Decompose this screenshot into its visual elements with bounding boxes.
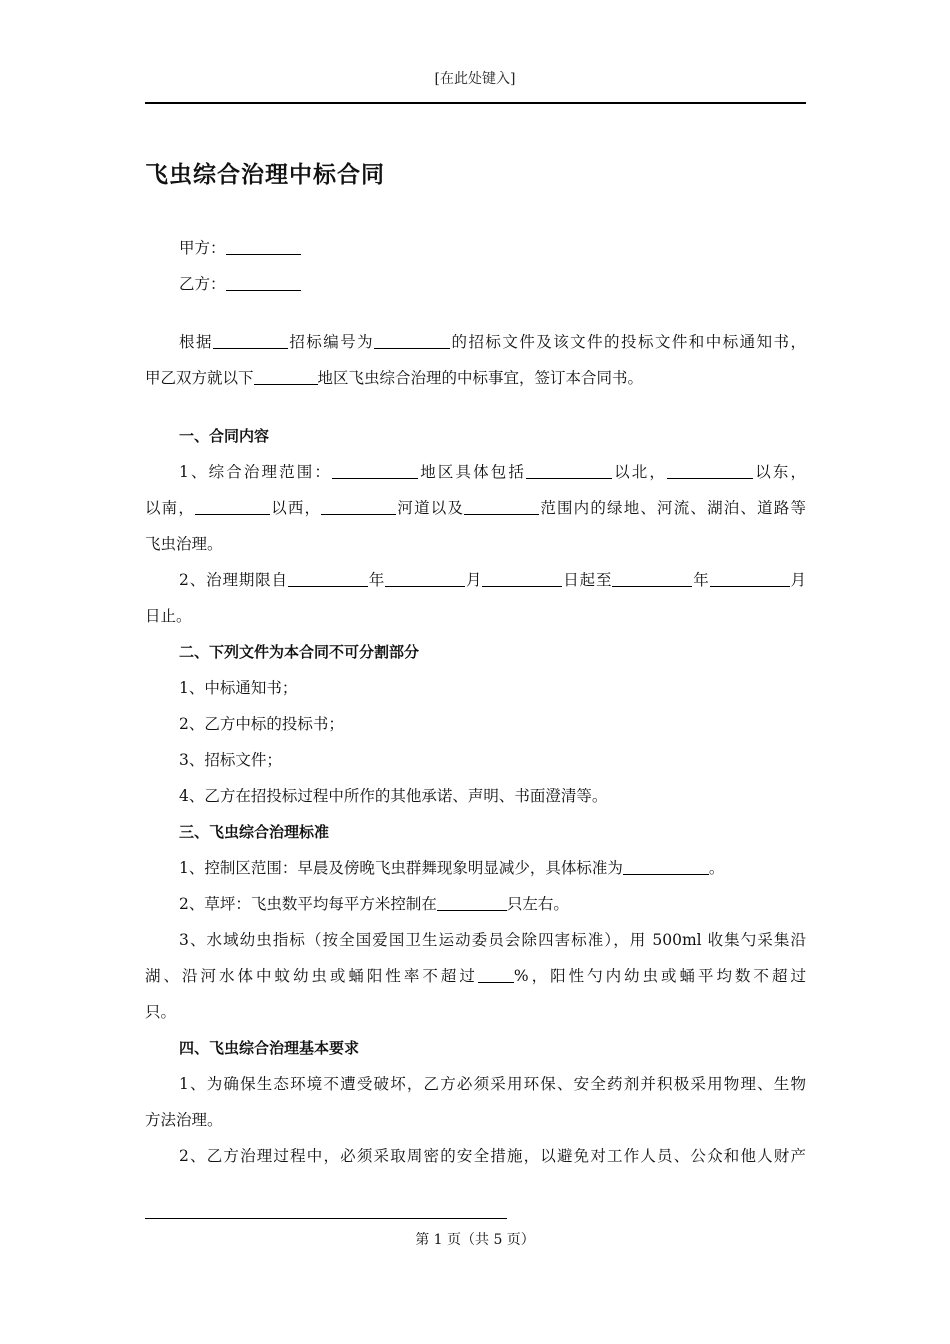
text: 地区飞虫综合治理的中标事宜，签订本合同书。	[317, 369, 644, 387]
blank-field[interactable]	[710, 566, 790, 587]
party-b-label: 乙方：	[179, 275, 226, 293]
party-a-line	[145, 230, 806, 266]
party-b-line	[145, 266, 806, 302]
text: 2、草坪：飞虫数平均每平方米控制在	[179, 895, 437, 913]
text: 范围内的绿地、河流、湖泊、道路等	[539, 499, 806, 517]
blank-field[interactable]	[612, 566, 692, 587]
blank-field[interactable]	[332, 458, 418, 479]
s4-item1-line2: 方法治理。	[145, 1111, 223, 1129]
s1-item1-line3: 飞虫治理。	[145, 535, 223, 553]
s2-item: 1、中标通知书；	[179, 679, 298, 697]
blank-field[interactable]	[374, 328, 450, 349]
text: 甲乙双方就以下	[145, 369, 254, 387]
footer-divider	[145, 1218, 507, 1219]
document-title: 飞虫综合治理中标合同	[145, 162, 385, 188]
blank-field[interactable]	[667, 458, 753, 479]
text: 1、控制区范围：早晨及傍晚飞虫群舞现象明显减少，具体标准为	[179, 859, 623, 877]
text: %，阳性勺内幼虫或蛹平均数不超过	[513, 967, 806, 985]
text: 地区具体包括	[418, 463, 527, 481]
blank-field[interactable]	[526, 458, 612, 479]
s1-item1-line1	[145, 454, 806, 490]
text: 以西，	[270, 499, 322, 517]
section-3-heading: 三、飞虫综合治理标准	[179, 823, 330, 841]
party-b-blank[interactable]	[226, 270, 301, 291]
s3-item1	[145, 850, 806, 886]
page-header: [在此处键入]	[434, 71, 516, 87]
text: 河道以及	[396, 499, 465, 517]
text: 年	[367, 571, 386, 589]
s3-item3-line3: 只。	[145, 1003, 177, 1021]
s2-item: 3、招标文件；	[179, 751, 282, 769]
section-1-heading: 一、合同内容	[179, 427, 270, 445]
s1-item1-line2	[145, 490, 806, 526]
blank-field[interactable]	[437, 890, 507, 911]
blank-field[interactable]	[195, 494, 270, 515]
s3-item3-line2	[145, 958, 806, 994]
blank-field[interactable]	[478, 962, 514, 983]
text: 根据	[179, 333, 213, 351]
text: 月	[465, 571, 483, 589]
intro-line-1	[145, 324, 806, 360]
blank-field[interactable]	[288, 566, 368, 587]
text: 日起至	[562, 571, 613, 589]
s1-item2-line1	[145, 562, 806, 598]
text: 招标编号为	[287, 333, 375, 351]
s3-item2	[145, 886, 806, 922]
blank-field[interactable]	[321, 494, 396, 515]
document-body	[145, 230, 806, 1174]
blank-field[interactable]	[464, 494, 539, 515]
text: 以北，	[612, 463, 668, 481]
section-2-heading: 二、下列文件为本合同不可分割部分	[179, 643, 420, 661]
text: 以南，	[145, 499, 196, 517]
blank-field[interactable]	[385, 566, 465, 587]
s4-item2-line1: 2、乙方治理过程中，必须采取周密的安全措施，以避免对工作人员、公众和他人财产	[179, 1147, 806, 1165]
blank-field[interactable]	[213, 328, 288, 349]
text: 湖、沿河水体中蚊幼虫或蛹阳性率不超过	[145, 967, 478, 985]
s1-item2-line2: 日止。	[145, 607, 192, 625]
page-footer: 第 1 页（共 5 页）	[415, 1232, 535, 1248]
text: 2、治理期限自	[179, 571, 288, 589]
party-a-label: 甲方：	[179, 239, 226, 257]
text: 的招标文件及该文件的投标文件和中标通知书，	[450, 333, 806, 351]
header-divider	[145, 102, 806, 104]
text: 1、综合治理范围：	[179, 463, 333, 481]
blank-field[interactable]	[623, 854, 709, 875]
party-a-blank[interactable]	[226, 234, 301, 255]
s4-item1-line1: 1、为确保生态环境不遭受破坏，乙方必须采用环保、安全药剂并积极采用物理、生物	[179, 1075, 806, 1093]
text: 年	[692, 571, 710, 589]
s3-item3-line1: 3、水域幼虫指标（按全国爱国卫生运动委员会除四害标准），用 500ml 收集勺采集沿	[179, 931, 806, 949]
text: 月	[789, 571, 806, 589]
blank-field[interactable]	[254, 364, 318, 385]
section-4-heading: 四、飞虫综合治理基本要求	[179, 1039, 360, 1057]
s2-item: 2、乙方中标的投标书；	[179, 715, 344, 733]
text: 。	[708, 859, 725, 877]
text: 以东，	[753, 463, 806, 481]
blank-field[interactable]	[482, 566, 562, 587]
intro-line-2	[145, 360, 806, 396]
text: 只左右。	[506, 895, 569, 913]
s2-item: 4、乙方在招投标过程中所作的其他承诺、声明、书面澄清等。	[179, 787, 608, 805]
